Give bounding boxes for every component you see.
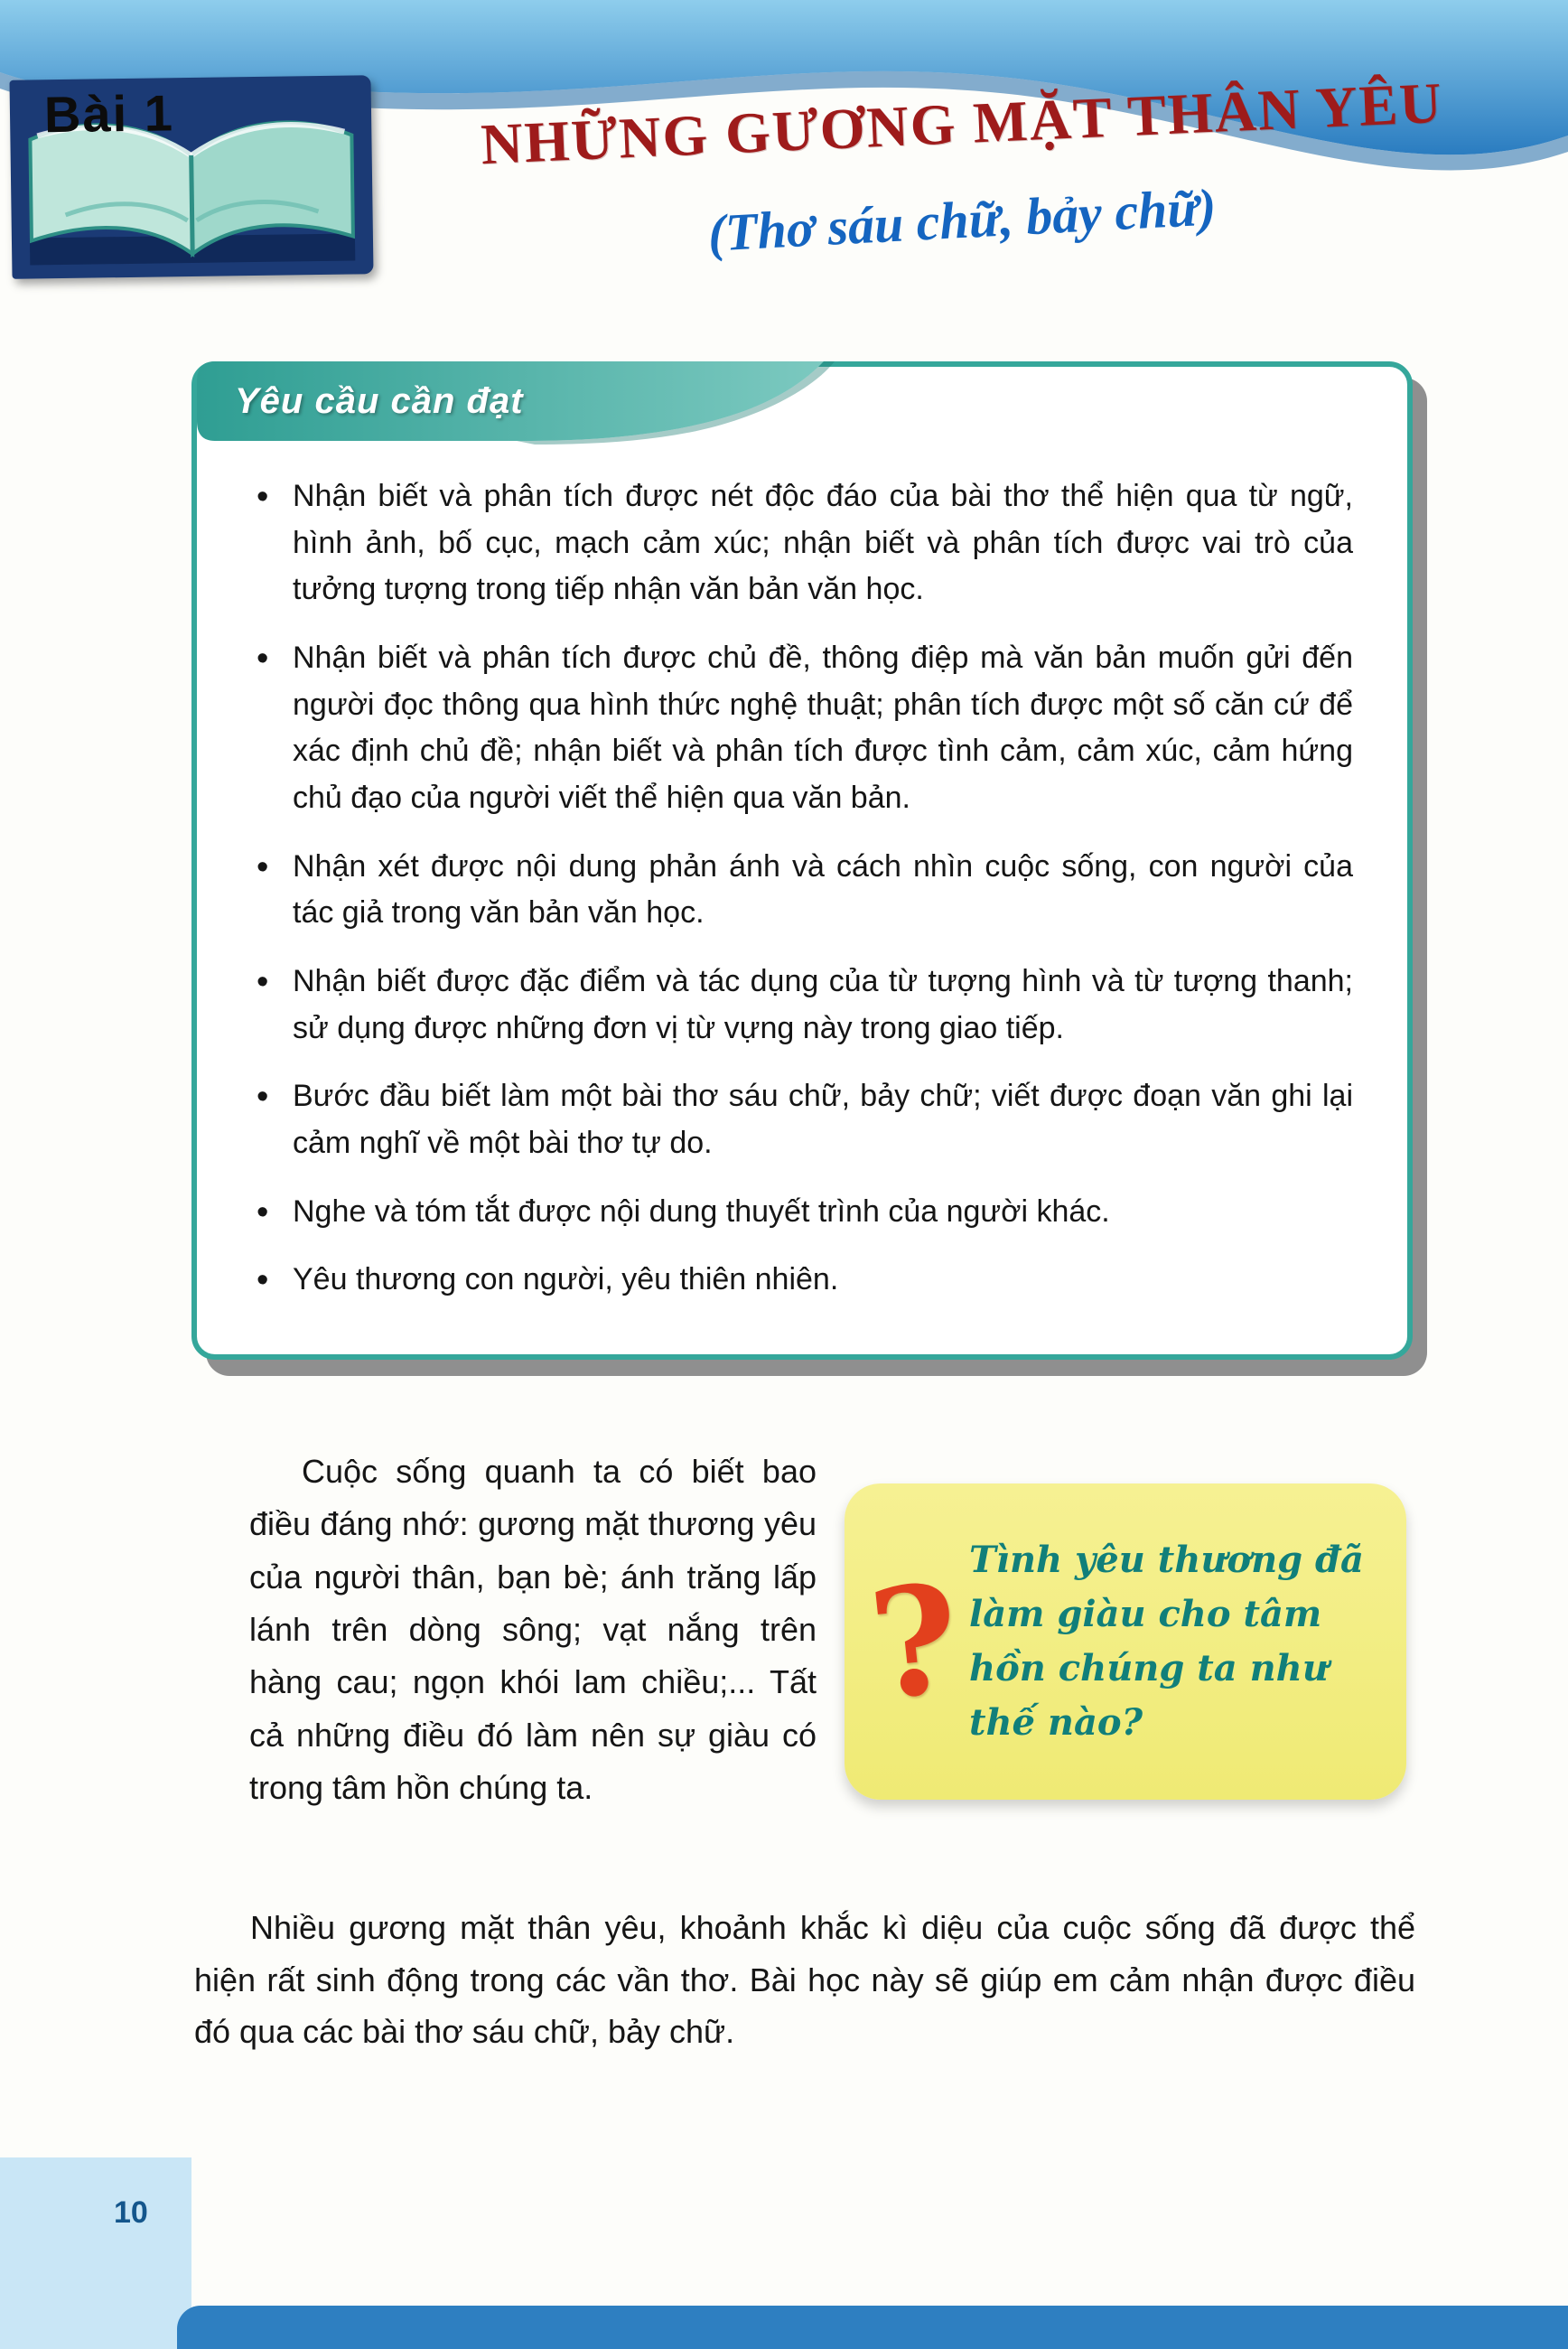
objectives-box xyxy=(191,361,1413,1360)
objective-item: • Nhận xét được nội dung phản ánh và cách nhìn cuộc sống, con người của tác giả trong văn bản văn học. xyxy=(251,844,1353,937)
objective-item: • Nhận biết và phân tích được chủ đề, thông điệp mà văn bản muốn gửi đến người đọc thông qua hình thức nghệ thuật; phân tích được một số căn cứ để xác định chủ đề; nhận biết và phân tích được tình cảm, cảm xúc, cảm hứng chủ đạo của người viết thể hiện qua văn bản. xyxy=(251,635,1353,822)
chapter-title: NHỮNG GƯƠNG MẶT THÂN YÊU xyxy=(479,70,1445,177)
objective-item: • Nhận biết được đặc điểm và tác dụng của từ tượng hình và từ tượng thanh; sử dụng được những đơn vị từ vựng này trong giao tiếp. xyxy=(251,959,1353,1052)
guiding-question-text: Tình yêu thương đã làm giàu cho tâm hồn chúng ta như thế nào? xyxy=(969,1539,1364,1744)
lesson-badge xyxy=(9,75,373,279)
objective-item: • Nghe và tóm tắt được nội dung thuyết trình của người khác. xyxy=(251,1189,1353,1236)
intro-paragraph: Cuộc sống quanh ta có biết bao điều đáng nhớ: gương mặt thương yêu của người thân, bạn bè; ánh trăng lấp lánh trên dòng sông; vạt nắng trên hàng cau; ngọn khói lam chiều;... Tất cả những điều đó làm nên sự giàu có trong tâm hồn chúng ta. xyxy=(249,1453,817,1806)
objectives-header: Yêu cầu cần đạt xyxy=(235,381,524,421)
footer-bar xyxy=(177,2306,1568,2349)
closing-paragraph: Nhiều gương mặt thân yêu, khoảnh khắc kì diệu của cuộc sống đã được thể hiện rất sinh động trong các vần thơ. Bài học này sẽ giúp em cảm nhận được điều đó qua các bài thơ sáu chữ, bảy chữ. xyxy=(194,1909,1415,2051)
lesson-number-label: Bài 1 xyxy=(43,84,175,144)
objective-item: • Nhận biết và phân tích được nét độc đáo của bài thơ thể hiện qua từ ngữ, hình ảnh, bố cục, mạch cảm xúc; nhận biết và phân tích được vai trò của tưởng tượng trong tiếp nhận văn bản văn học. xyxy=(251,473,1353,613)
objective-item: • Yêu thương con người, yêu thiên nhiên. xyxy=(251,1257,1353,1304)
chapter-subtitle: (Thơ sáu chữ, bảy chữ) xyxy=(706,177,1218,263)
objective-item: • Bước đầu biết làm một bài thơ sáu chữ, bảy chữ; viết được đoạn văn ghi lại cảm nghĩ về một bài thơ tự do. xyxy=(251,1073,1353,1166)
page-number: 10 xyxy=(114,2195,148,2230)
footer-left-panel xyxy=(0,2157,191,2349)
objectives-list xyxy=(251,473,1353,1304)
question-mark-icon: ? xyxy=(862,1549,968,1734)
guiding-question-box xyxy=(845,1483,1406,1800)
